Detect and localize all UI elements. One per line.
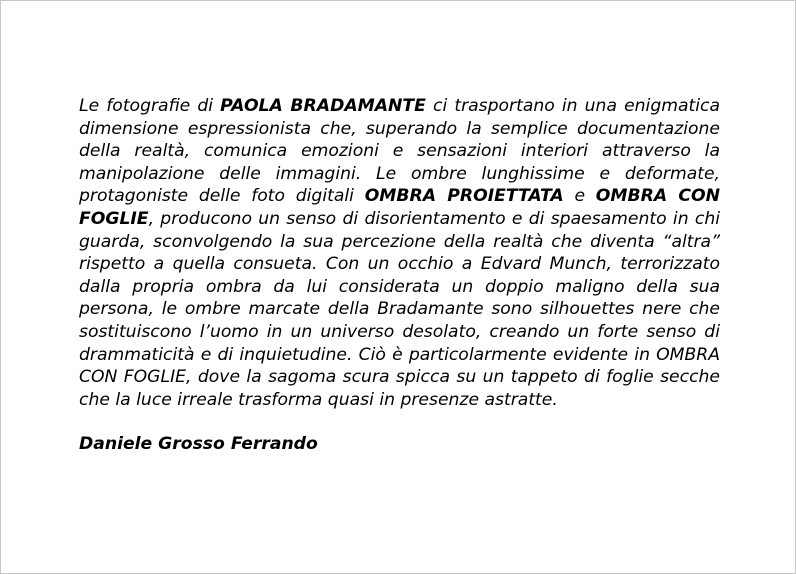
main-paragraph bbox=[79, 95, 720, 411]
paragraph-text: ci trasportano in una enigmatica dimensione espressionista che, superando la semplice documentazione della realtà, comunica emozioni e sensazioni interiori attraverso la manipolazione delle immagini. Le ombre lunghissime e deformate, protagoniste delle foto digitali bbox=[79, 96, 721, 207]
artist-name: PAOLA BRADAMANTE bbox=[220, 96, 426, 116]
work-title-ombra-proiettata: OMBRA PROIETTATA bbox=[364, 186, 564, 207]
author-signature: Daniele Grosso Ferrando bbox=[79, 434, 318, 455]
work-title-ombra-con-foglie: OMBRA CON FOGLIE bbox=[79, 186, 720, 229]
paragraph-text: Le fotografie di bbox=[79, 96, 221, 116]
document-body bbox=[79, 95, 720, 456]
paragraph-text: e bbox=[563, 186, 596, 207]
paragraph-text: , producono un senso di disorientamento e di spaesamento in chi guarda, sconvolgendo la sua percezione della realtà che diventa “altra” rispetto a quella consueta. Con un occhio a Edvard Munch, terrorizzato dalla propria ombra da lui considerata un doppio maligno della sua persona, le ombre marcate della Bradamante sono silhouettes nere che sostituiscono l’uomo in un universo desolato, creando un forte senso di drammaticità e di inquietudine. Ciò è particolarmente evidente in OMBRA CON FOGLIE, dove la sagoma scura spicca su un tappeto di foglie secche che la luce irreale trasforma quasi in presenze astratte. bbox=[79, 208, 720, 410]
